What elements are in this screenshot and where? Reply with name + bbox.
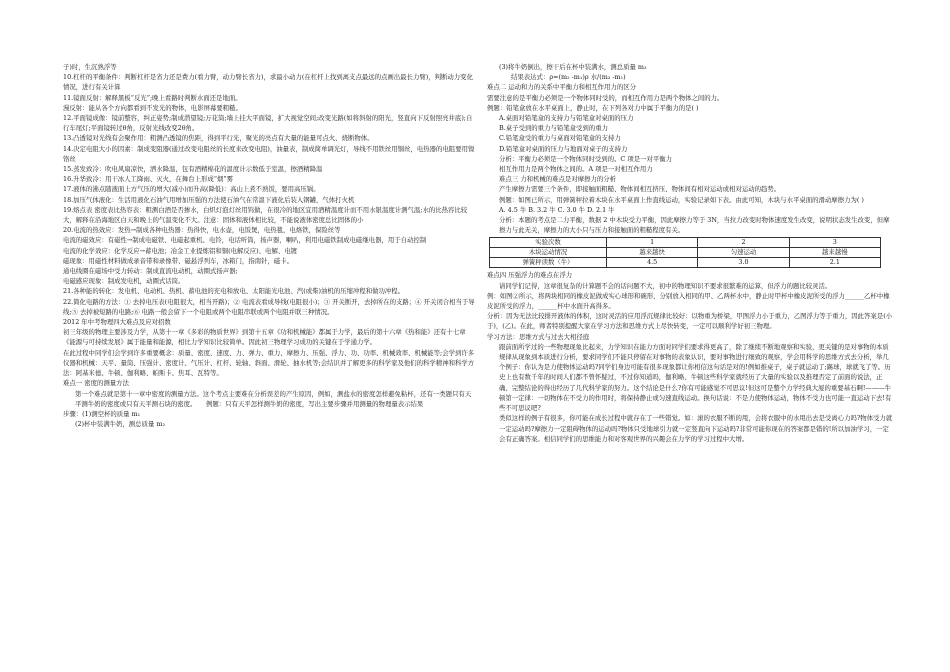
paragraph: 跟前面所学过的一些物理现象比起来，力学知识在能力方面对同学们要求得更高了，除了继续不断地观察和实验，更关键的是对事物的本质规律从现象到本质进行分析，要求同学们不能只停留在对事物的表象认识，要对事物进行细致的观察，学会用科学的思维方式去分析，举几个例子：你认为是力使物体运动吗?同学们身边可能有很多现象都让你相信这句话是对的!例如推桌子，桌子就运动了;踢球，球就飞了等。历史上也有数千年的时间人们都不曾怀疑过，不过你知道吗，伽利略、牛顿这些科学家就经历了大量的实验以及推理否定了前面的说法，正确、完整结论的得出经历了几代科学家的努力。这个结论是什么?你有可能感觉不可思议!但这可是整个力学经典大厦的重要基石啊!———牛顿第一定律：一切物体在不受力的作用时，将保持静止或匀速直线运动。换句话说：不是力使物体运动，物体不受力也可能一直运动下去!有些不可思议吧?: [499, 342, 892, 413]
option: B.桌子受到的重力与铅笔盒受到的重力: [499, 124, 608, 133]
paragraph: 请同学们记得，这章很复杂的计算题不会的话问题不大，初中的物理知识不要求很繁难的运算，但浮力的题比较灵活。: [499, 281, 832, 290]
paragraph: 11.镜面反射：解释黑板“反光”;晚上看路时判断水面还是地面。: [63, 93, 242, 102]
option: C.铅笔盒受的重力与桌面对铅笔盒的支持力: [499, 134, 621, 143]
section-heading: 难点三 力和机械的难点是对摩擦力的分析: [499, 175, 617, 184]
table-cell: 3.0: [698, 258, 789, 268]
paragraph: 电流的化学效应：化学反应→蓄电池；冶金工业提炼铝和铜(电解反应)、电解、电镀: [63, 246, 298, 255]
table-cell: 弹簧秤读数（牛）: [490, 258, 607, 268]
paragraph: 需要注意的是平衡力必须是一个物体同时受的，而相互作用力是两个物体之间的力。: [487, 93, 724, 102]
paragraph: 子)时，生沉熟浮等: [63, 63, 117, 71]
options-line: A. 4.5 牛 B. 3.2 牛 C. 3.0 牛 D. 2.1 牛: [499, 205, 615, 214]
table-cell: 2: [698, 238, 789, 248]
section-heading: 难点二 运动和力的关系中平衡力和相互作用力的区分: [487, 83, 637, 92]
table-header-row: [490, 238, 881, 248]
paragraph: 分析：本题的考点是二力平衡，数据 2 中木块受力平衡，因此摩擦力等于 3N，当拉力改变时物体速度发生改变，说明状态发生改变，但摩擦力与此无关，摩擦力的大小只与压力和接触面的粗糙程度有关。: [499, 216, 890, 235]
paragraph: 例：如图②所示，将两块相同的橡皮泥做成实心球形和碗形，分别放入相同的甲、乙两杯水中，静止时甲杯中橡皮泥所受的浮力______乙杯中橡皮泥所受的浮力，______杯中水面升高得多。: [487, 291, 890, 311]
paragraph: 初三年级的物理主要涉及力学，从第十一章《多彩的物质世界》到第十五章《功和机械能》都属于力学，最后的第十六章《热和能》还有十七章《能源与可持续发展》属于能量和能源，相比力学知识比较简单。因此初三物理学习成功的关键在于学通力学。: [63, 328, 466, 347]
article-title: 2012 年中考物理四大难点及应对招数: [63, 318, 171, 327]
paragraph: 13.凸透镜对光线有会聚作用：粗测凸透镜的焦距，得到平行光，聚光的亮点有大量的能量可点火、烧断物体。: [63, 134, 374, 143]
paragraph: 20.电流的热效应：发热→制成各种电热器：热得快，电水壶，电饭煲，电热毯，电烙铁，保险丝等: [63, 226, 341, 235]
table-row: [490, 258, 881, 268]
paragraph: 19.熔点表 密度表比热容表：粗测白酒是否掺水，白炽灯泡灯丝用钨做，在很冷的地区宜用酒精温度计而不用水银温度计测气温;水的比热容比较大，解释在沿海地区白天和晚上的气温变化不大。注意：固体和液体相比较，不能说液体密度总比固体的小: [63, 205, 468, 225]
paragraph: 通电线圈在磁场中受力转动：制成直流电动机，动圈式扬声器;: [63, 267, 238, 276]
table-cell: 2.1: [789, 258, 880, 268]
paragraph: 在此过程中同学们会学到许多重要概念：质量、密度、速度、力、弹力、重力、摩擦力、压强、浮力、功、功率、机械效率、机械能等;会学到许多仪器和机械：天平、量筒、压强计、密度计、气压计、杠杆、轮轴、斜面、滑轮、抽水机等;会结识并了解更多的科学家及他们的科学精神和科学方法：阿基米德、牛顿、伽利略、帕斯卡、焦耳、瓦特等。: [63, 348, 475, 378]
option: D.铅笔盒对桌面的压力与地面对桌子的支持力: [499, 144, 628, 153]
section-heading: 学习方法：思维方式与过去大相径庭: [487, 332, 590, 341]
table-cell: 匀速运动: [698, 248, 789, 258]
paragraph: 18.加压气体液化：生活用液化石油气用增加压强的方法使石油气在常温下液化后装入钢罐，气体打火机: [63, 195, 355, 204]
table-cell: 3: [789, 238, 880, 248]
paragraph: 16.升华致冷：用干冰人工降雨、灭火，在舞台上形成“烟”雾: [63, 175, 234, 184]
paragraph: 22.简化电路的方法：① 去掉电压表(电阻很大，相当开路)；② 电流表看成导线(电阻很小)；③ 开关断开，去掉所在的支路；④ 开关闭合相当于导线;⑤ 去掉被短路的电路;⑥ 电路一般会留下一个电阻或两个电阻串联或两个电阻并联三种情况。: [63, 297, 475, 316]
formula: 结果表达式：ρ=(m₂ -m₁)ρ 水/(m₃ -m₁): [511, 73, 626, 82]
paragraph: 电磁感应现象：制成发电机，动圈式话筒。: [63, 277, 185, 286]
paragraph: 磁现象：用磁性材料做成录音带和录像带、磁悬浮列车，冰箱门，指南针，磁卡。: [63, 256, 294, 265]
table-row: [490, 248, 881, 258]
left-column: [63, 62, 475, 662]
paragraph: (3)将牛奶倒出，擦干后在杯中装满水，测总质量 m₃: [499, 63, 647, 71]
paragraph: 漫反射：能从各个方向都看到不发光的物体，电影屏幕要粗糙。: [63, 103, 242, 112]
table-cell: 越来越慢: [789, 248, 880, 258]
paragraph: 第一个难点就是第十一章中密度的测量方法。这个考点主要难在分析误差的产生原因，例如，测盐水的密度怎样避免粘杯，还有一类题只有天平测牛奶的密度或只有天平测石块的密度。 例题：只有天平怎样测牛奶的密度，写出主要步骤并用测量的物理量表示结果: [75, 389, 472, 408]
section-heading: 难点一 密度的测量方法: [63, 379, 129, 388]
paragraph: 步骤：(1)测空杯的质量 m₁: [63, 409, 141, 418]
paragraph: 相互作用力是两个物体之间的。A 项是一对相互作用力: [499, 165, 653, 174]
experiment-table: [489, 237, 881, 268]
paragraph: 例题：铅笔盒放在水平桌面上，静止时，在下列各对力中属于平衡力的是( ): [487, 103, 699, 112]
paragraph: 分析：因为无法比较排开液体的体积，这时灵活的应用浮沉规律比较好：以物重为桥梁，甲图浮力小于重力，乙图浮力等于重力，因此答案是(小于)，(乙)。在此，师者特别提醒大家在学习方法和思维方式上尽快转变，一定可以顺利学好初三物理。: [487, 312, 893, 331]
table-cell: 木块运动情况: [490, 248, 607, 258]
option: A.桌面对铅笔盒的支持力与铅笔盒对桌面的压力: [499, 114, 634, 123]
section-heading: 难点四 压强浮力的难点在浮力: [487, 271, 573, 280]
paragraph: 10.杠杆的平衡条件：判断杠杆是省力还是费力(看力臂，动力臂长省力)，求最小动力(在杠杆上找到离支点最远的点画出最长力臂)，判断动力变化情况，进行有关计算: [63, 73, 473, 92]
table-cell: 1: [607, 238, 698, 248]
paragraph: 类似这样的例子有很多，你可能在成长过程中就存在了一些错觉。如：滚的衣服不断的甩，会将衣服中的水甩出去是受离心力吗?物体受力就一定运动吗?摩擦力一定阻碍物体的运动吗?物体只受地球引力就一定竖直向下运动吗?非常可能你现在的答案都是错的!所以加油学习，一定会有正确答案。相信同学们的思维能力和对客观世界的兴趣会在力学的学习过程中大增。: [499, 414, 893, 443]
paragraph: 产生摩擦力需要三个条件，即接触面粗糙、物体间相互挤压、物体间有相对运动或相对运动的趋势。: [499, 185, 781, 194]
right-column: [487, 62, 895, 662]
table-cell: 4.5: [607, 258, 698, 268]
paragraph: 分析：平衡力必须是一个物体同时受到的。C 项是一对平衡力: [499, 154, 673, 163]
paragraph: (2)杯中装满牛奶，测总质量 m₂: [75, 420, 166, 429]
paragraph: 12.平面镜成像：镜前整容，纠正姿势;制成潜望镜;万花筒;墙上挂大平面镜，扩大视觉空间;改变光路(如将斜射的阳光，竖直向下反射照亮井底);自行车尾灯;平面镜转过θ角，反射光线改变2θ角。: [63, 114, 473, 133]
paragraph: 14.决定电阻大小的因素：制成变阻器(通过改变电阻丝的长度来改变电阻)，油量表，制成简单调光灯，导线不用铁丝用铜丝，电热器的电阻要用镍铬丝: [63, 144, 475, 163]
paragraph: 例题：如图已所示，用弹簧秤拉着木块在水平桌面上作直线运动，实验记录如下表。由此可知，木块与水平桌面的滑动摩擦力为( ): [499, 195, 864, 204]
paragraph: 17.液体的沸点随液面上方气压的增大(减小)而升高(降低)：高山上煮不熟饭，要用高压锅。: [63, 185, 320, 194]
paragraph: 电流的磁效应：有磁性→制成电磁铁、电磁起重机、电铃，电话听筒，扬声器，喇叭，利用电磁铁制成电磁继电器，用于自动控制: [63, 236, 427, 245]
table-cell: 越来越快: [607, 248, 698, 258]
paragraph: 15.蒸发致冷：吹电风扇凉快，洒水降温，包有酒精棉花的温度计示数低于室温，擦酒精降温: [63, 165, 323, 174]
paragraph: 21.各种能的转化：发电机、电动机、热机、蓄电池的充电和放电、太阳能光电池、汽(或柴)油机的压缩冲程和做功冲程。: [63, 287, 405, 296]
table-cell: 实验次数: [490, 238, 607, 248]
